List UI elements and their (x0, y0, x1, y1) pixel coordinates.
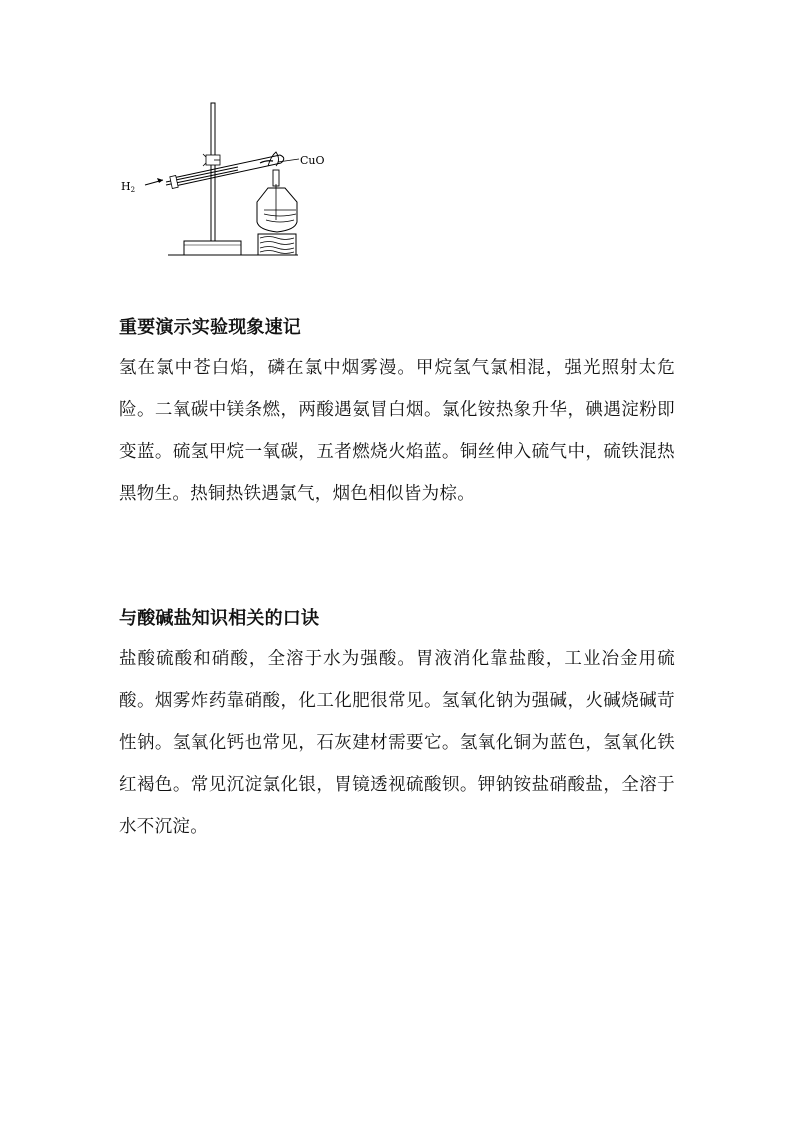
solid-label: CuO (300, 154, 325, 167)
wood-block-icon (258, 234, 296, 255)
section-title: 与酸碱盐知识相关的口诀 (119, 608, 320, 629)
solid-pointer (278, 159, 299, 162)
section-paragraph: 氢在氯中苍白焰，磷在氯中烟雾漫。甲烷氢气氯相混，强光照射太危险。二氧碳中镁条燃，两酸遇氨冒白烟。氯化铵热象升华，碘遇淀粉即变蓝。硫氢甲烷一氧碳，五者燃烧火焰蓝。铜丝伸入硫气中，硫铁混热黑物生。热铜热铁遇氯气，烟色相似皆为棕。 (119, 358, 675, 504)
section-paragraph: 盐酸硫酸和硝酸，全溶于水为强酸。胃液消化靠盐酸，工业冶金用硫酸。烟雾炸药靠硝酸，化工化肥很常见。氢氧化钠为强碱，火碱烧碱苛性钠。氢氧化钙也常见，石灰建材需要它。氢氧化铜为蓝色，氢氧化铁红褐色。常见沉淀氯化银，胃镜透视硫酸钡。钾钠铵盐硝酸盐，全溶于水不沉淀。 (119, 649, 675, 837)
gas-label: H2 (121, 180, 136, 194)
apparatus-figure (118, 100, 325, 260)
test-tube-icon (166, 155, 284, 188)
alcohol-lamp-icon (257, 152, 297, 232)
iron-stand-icon (184, 103, 241, 255)
section-title: 重要演示实验现象速记 (119, 317, 301, 338)
